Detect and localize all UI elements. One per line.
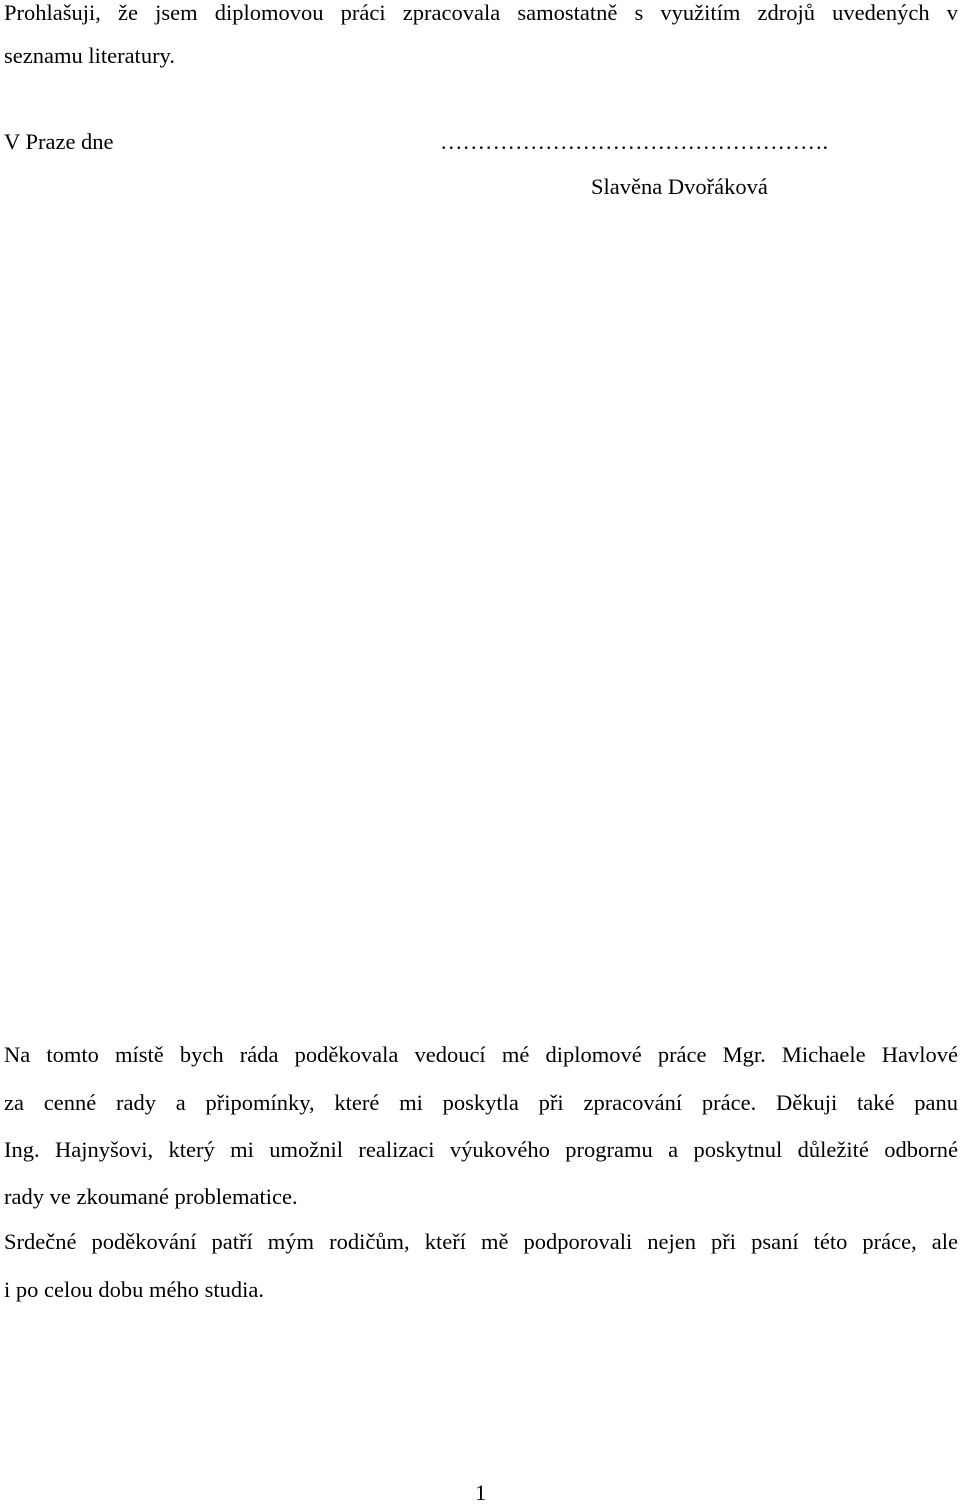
- acknowledgement-p2-line-2: i po celou dobu mého studia.: [4, 1277, 264, 1302]
- author-name: Slavěna Dvořáková: [591, 174, 768, 199]
- place-date-label: V Praze dne: [4, 129, 114, 154]
- declaration-line-1: Prohlašuji, že jsem diplomovou práci zpracovala samostatně s využitím zdrojů uvedených v: [4, 0, 958, 25]
- declaration-line-2: seznamu literatury.: [4, 43, 175, 68]
- signature-line: …………………………………………….: [440, 129, 829, 154]
- acknowledgement-p2-line-1: Srdečné poděkování patří mým rodičům, kteří mě podporovali nejen při psaní této práce, ale: [4, 1229, 958, 1254]
- acknowledgement-p1-line-3: Ing. Hajnyšovi, který mi umožnil realizaci výukového programu a poskytnul důležité odborné: [4, 1137, 958, 1162]
- acknowledgement-p1-line-1: Na tomto místě bych ráda poděkovala vedoucí mé diplomové práce Mgr. Michaele Havlové: [4, 1042, 958, 1067]
- acknowledgement-p1-line-4: rady ve zkoumané problematice.: [4, 1184, 298, 1209]
- page-number: 1: [475, 1480, 487, 1505]
- acknowledgement-p1-line-2: za cenné rady a připomínky, které mi poskytla při zpracování práce. Děkuji také panu: [4, 1090, 958, 1115]
